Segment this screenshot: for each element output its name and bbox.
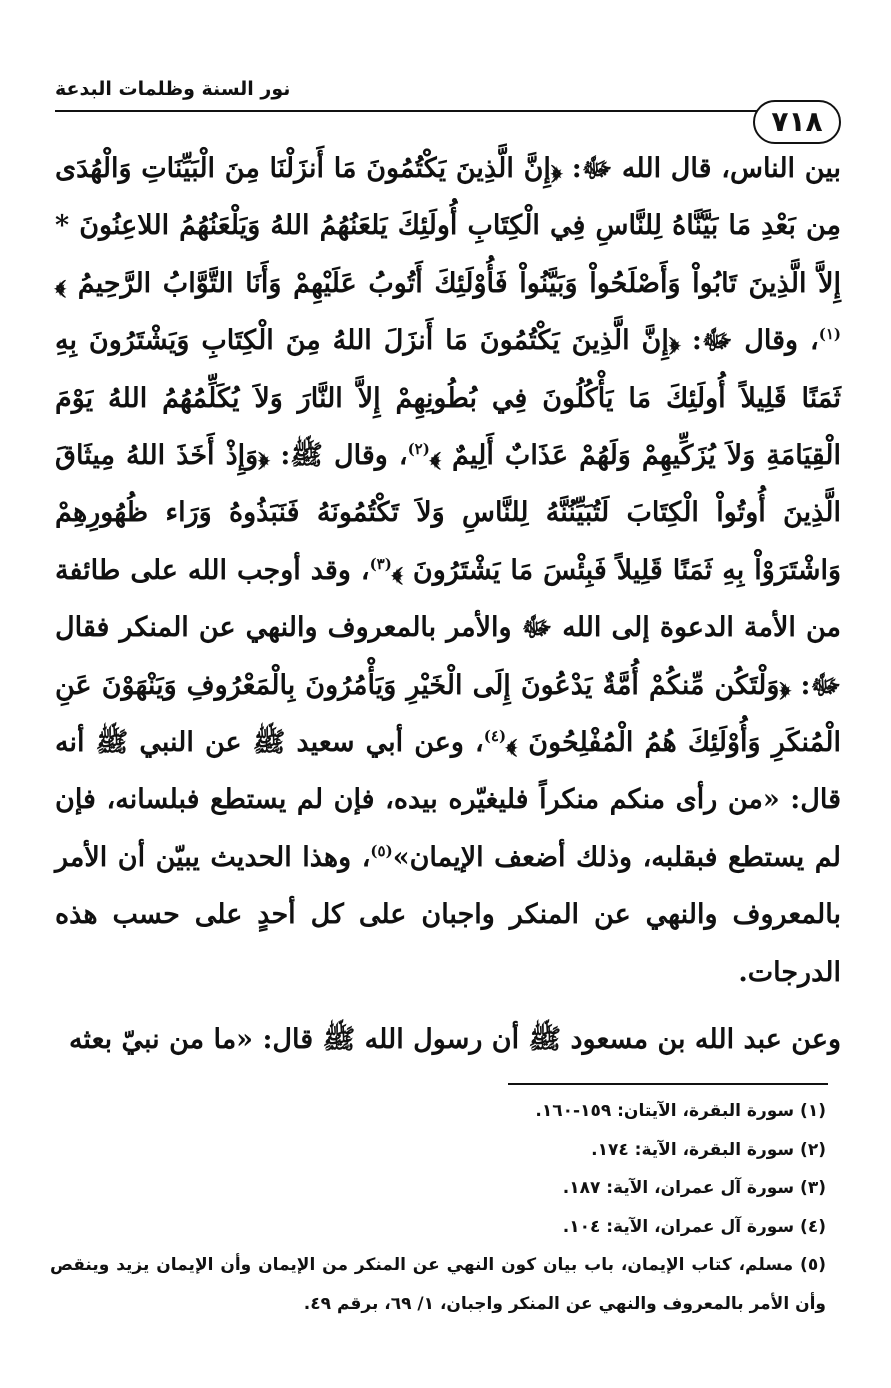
footnotes [50, 1092, 826, 1323]
text-segment: ، وهذا الحديث يبيّن أن الأمر بالمعروف والنهي عن المنكر واجبان على كل أحدٍ على حسب هذه الدرجات. [55, 841, 841, 988]
footnote-3: (٣) سورة آل عمران، الآية: ١٨٧. [562, 1178, 826, 1198]
text-segment: بين الناس، قال الله ﷻ: [571, 153, 841, 184]
text-segment: ، وقد أوجب الله على طائفة من الأمة الدعوة إلى الله ﷻ والأمر بالمعروف والنهي عن المنكر فقال ﷻ: [55, 554, 841, 701]
text-segment: ، وعن أبي سعيد ﷺ عن النبي ﷺ أنه قال: «من رأى منكم منكراً فليغيّره بيده، فإن لم يستطع فبلسانه، فإن لم يستطع فبقلبه، وذلك أضعف الإيمان» [55, 727, 841, 873]
page-header [55, 70, 841, 138]
header-rule [55, 110, 775, 112]
quran-verse: ﴿وَلْتَكُن مِّنكُمْ أُمَّةٌ يَدْعُونَ إِلَى الْخَيْرِ وَيَأْمُرُونَ بِالْمَعْرُوفِ وَيَنْهَوْنَ عَنِ الْمُنكَرِ وَأُوْلَئِكَ هُمُ الْمُفْلِحُونَ ﴾ [55, 669, 841, 759]
running-title: نور السنة وظلمات البدعة [55, 78, 291, 100]
footnote-2: (٢) سورة البقرة، الآية: ١٧٤. [591, 1139, 826, 1160]
main-text [55, 140, 841, 1069]
quran-verse: ﴿إِنَّ الَّذِينَ يَكْتُمُونَ مَا أَنزَلَ اللهُ مِنَ الْكِتَابِ وَيَشْتَرُونَ بِهِ ثَمَنًا قَلِيلاً أُولَئِكَ مَا يَأْكُلُونَ فِي بُطُونِهِمْ إِلاَّ النَّارَ وَلاَ يُكَلِّمُهُمُ اللهُ يَوْمَ الْقِيَامَةِ وَلاَ يُزَكِّيهِمْ وَلَهُمْ عَذَابٌ أَلِيمٌ ﴾ [55, 325, 841, 472]
footnote-4: (٤) سورة آل عمران، الآية: ١٠٤. [562, 1216, 826, 1237]
footnote-ref: (٣) [369, 554, 392, 573]
footnote-ref: (٢) [407, 440, 430, 459]
paragraph-2: وعن عبد الله بن مسعود ﷺ أن رسول الله ﷺ قال: «ما من نبيّ بعثه [68, 1024, 841, 1056]
footnote-separator [508, 1083, 828, 1085]
footnote-ref: (٥) [370, 841, 393, 860]
text-segment: ، وقال ﷺ: [280, 440, 408, 472]
quran-verse: ﴿وَإِذْ أَخَذَ اللهُ مِيثَاقَ الَّذِينَ أُوتُواْ الْكِتَابَ لَتُبَيِّنُنَّهُ لِلنَّاسِ وَلاَ تَكْتُمُونَهُ فَنَبَذُوهُ وَرَاء ظُهُورِهِمْ وَاشْتَرَوْاْ بِهِ ثَمَنًا قَلِيلاً فَبِئْسَ مَا يَشْتَرُونَ ﴾ [55, 440, 841, 586]
footnote-5: (٥) مسلم، كتاب الإيمان، باب بيان كون النهي عن المنكر من الإيمان وأن الإيمان يزيد وينقص وأن الأمر بالمعروف والنهي عن المنكر واجبان، ١/ ٦٩، برقم ٤٩. [50, 1255, 826, 1314]
footnote-1: (١) سورة البقرة، الآيتان: ١٥٩-١٦٠. [535, 1101, 826, 1121]
paragraph-1 [55, 140, 841, 1001]
page-number-badge: ٧١٨ [753, 100, 841, 144]
footnote-ref: (٤) [483, 727, 507, 746]
text-segment: ، وقال ﷻ: [691, 325, 819, 357]
quran-verse: ﴿إِنَّ الَّذِينَ يَكْتُمُونَ مَا أَنزَلْنَا مِنَ الْبَيِّنَاتِ وَالْهُدَى مِن بَعْدِ مَا بَيَّنَّاهُ لِلنَّاسِ فِي الْكِتَابِ أُولَئِكَ يَلعَنُهُمُ اللهُ وَيَلْعَنُهُمُ اللاعِنُونَ * إِلاَّ الَّذِينَ تَابُواْ وَأَصْلَحُواْ وَبَيَّنُواْ فَأُوْلَئِكَ أَتُوبُ عَلَيْهِمْ وَأَنَا التَّوَّابُ الرَّحِيمُ ﴾ [55, 153, 841, 299]
footnote-ref: (١) [818, 325, 841, 344]
